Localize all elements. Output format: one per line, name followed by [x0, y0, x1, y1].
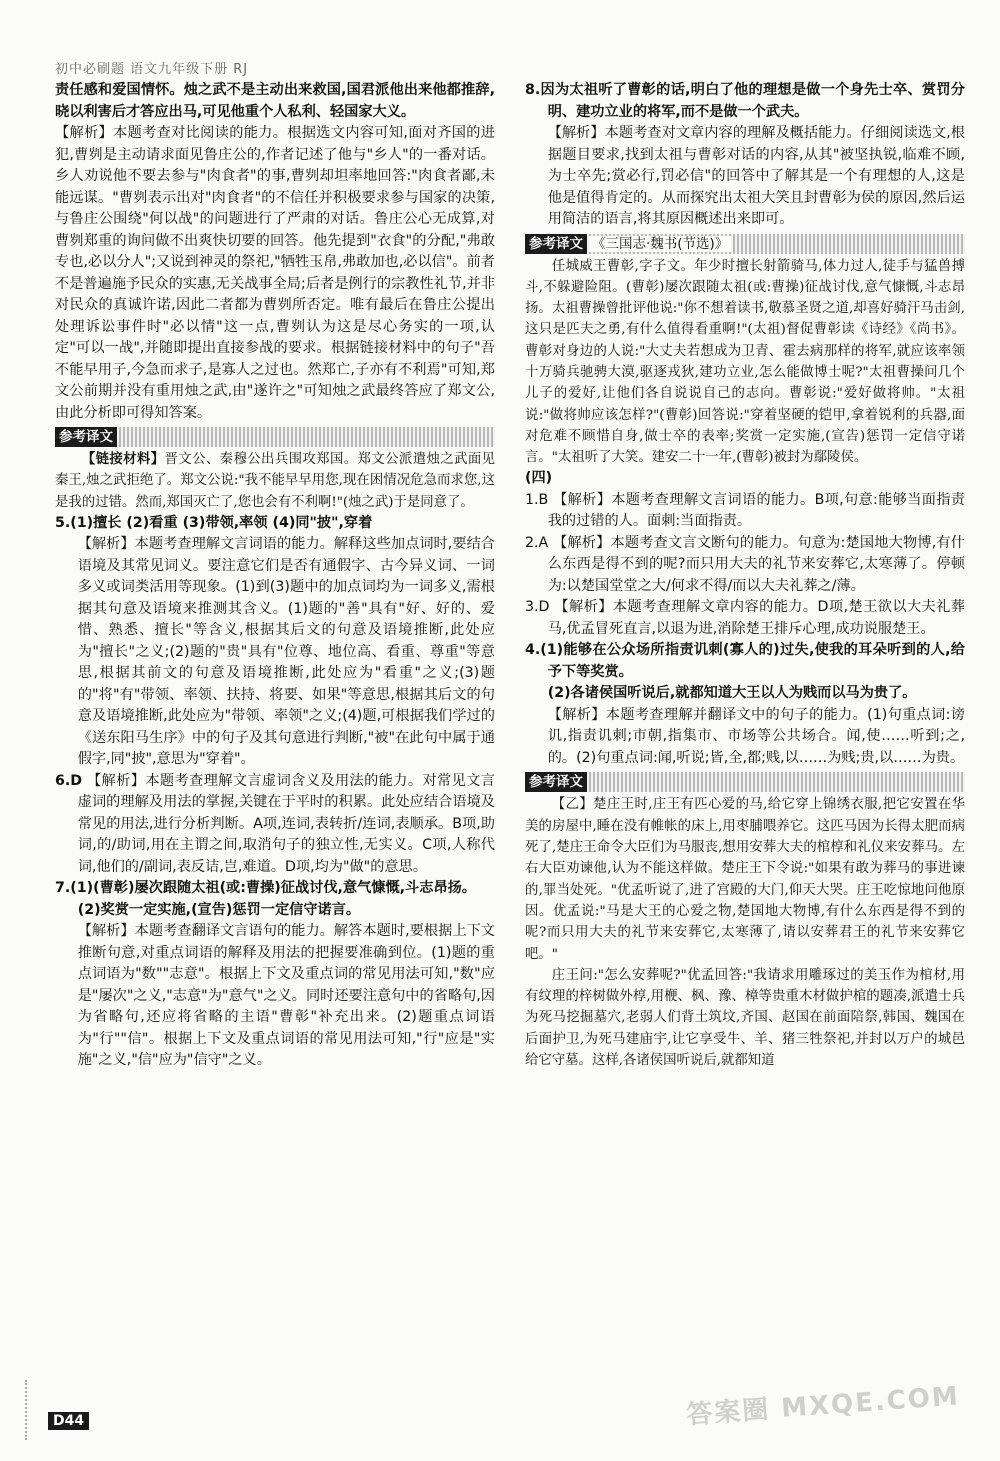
question-4-answer: 4.(1)能够在公众场所指责讥刺(寡人的)过失,使我的耳朵听到的人,给予下等奖赏。 [525, 642, 965, 680]
question-6-answer: 6.D 【解析】本题考查理解文言虚词含义及用法的能力。对常见文言虚词的理解及用法的掌握,关键在于平时的积累。此处应结合语境及常见的用法,进行分析判断。A项,连词,表转折/连词,表顺承。B项,助词,的/助词,用在主谓之间,取消句子的独立性,无实义。C项,人称代词,他们的/副词,表反诘,岂,难道。D项,均为"做"的意思。 [55, 772, 495, 875]
question-2-answer: 2.A 【解析】本题考查文言文断句的能力。句意为:楚国地大物博,有什么东西是得不到的呢?而只用大夫的礼节来安葬它,太寒薄了。停顿为:以楚国堂堂之大/何求不得/而以大夫礼葬之/薄。 [525, 534, 965, 594]
right-column [525, 80, 965, 1071]
question-3-answer: 3.D 【解析】本题考查理解文章内容的能力。D项,楚王欲以大夫礼葬马,优孟冒死直言,以退为进,消除楚王排斥心理,成功说服楚王。 [525, 599, 965, 637]
reference-translation-continued: 庄王问:"怎么安葬呢?"优孟回答:"我请求用雕琢过的美玉作为棺材,用有纹理的梓树做外椁,用楩、枫、豫、樟等贵重木材做护棺的题凑,派遣士兵为死马挖掘墓穴,老弱人们背土筑坟,齐国、赵国在前面陪祭,韩国、魏国在后面护卫,为死马建庙宇,让它享受牛、羊、猪三牲祭祀,并封以万户的城邑给它守墓。这样,各诸侯国听说后,就都知道 [525, 967, 965, 1069]
reference-translation: 【链接材料】晋文公、秦穆公出兵围攻郑国。郑文公派遣烛之武面见秦王,烛之武拒绝了。郑文公说:"我不能早早用您,现在困情况危急而求您,这是我的过错。然而,郑国灭亡了,您也会有不利啊!"(烛之武)于是同意了。 [55, 451, 496, 510]
question-7-answer: 7.(1)(曹彰)屡次跟随太祖(或:曹操)征战讨伐,意气慷慨,斗志昂扬。 [55, 880, 476, 897]
reference-translation-header [525, 772, 965, 792]
page-header: 初中必刷题 语文九年级下册 RJ [55, 62, 249, 77]
answer-text: 责任感和爱国情怀。烛之武不是主动出来救国,国君派他出来他都推辞,晓以利害后才答应出马,可见他重个人私利、轻国家大义。 [55, 82, 495, 120]
question-8-answer: 8.因为太祖听了曹彰的话,明白了他的理想是做一个身先士卒、赏罚分明、建功立业的将军,而不是做一个武夫。 [525, 82, 965, 120]
analysis-text: 【解析】本题考查对比阅读的能力。根据选文内容可知,面对齐国的进犯,曹刿是主动请求面见鲁庄公的,作者记述了他与"乡人"的一番对话。乡人劝说他不要去参与"肉食者"的事,曹刿却坦率地回答:"肉食者鄙,未能远谋。"曹刿表示出对"肉食者"的不信任并积极要求参与国家的决策,与鲁庄公围绕"何以战"的问题进行了严肃的对话。鲁庄公心无成算,对曹刿郑重的询问做不出爽快切要的回答。他先提到"衣食"的分配,"弗敢专也,必以分人";又说到神灵的祭祀,"牺牲玉帛,弗敢加也,必以信"。前者不是普遍施予民众的实惠,无关战事全局;后者是例行的宗教性礼节,并非对民众的真诚许诺,因此二者都为曹刿所否定。唯有最后在鲁庄公提出处理诉讼事件时"必以情"这一点,曹刿认为这是尽心务实的一项,认定"可以一战",并随即提出直接参战的要求。根据链接材料中的句子"吾不能早用子,今急而求子,是寡人之过也。然郑亡,子亦有不利焉"可知,郑文公前期并没有重用烛之武,由"遂许之"可知烛之武最终答应了郑文公,由此分析即可得知答案。 [55, 125, 495, 421]
question-5-answer: 5.(1)擅长 (2)看重 (3)带领,率领 (4)同"披",穿着 [55, 514, 373, 531]
question-5-analysis: 【解析】本题考查理解文言词语的能力。解释这些加点词时,要结合语境及其常见词义。要注意它们是否有通假字、古今异义词、一词多义或词类活用等现象。(1)到(3)题中的加点词均为一词多义,需根据其句意及语境来推测其含义。(1)题的"善"具有"好、好的、爱惜、熟悉、擅长"等含义,根据其后文的句意及语境推断,此处应为"擅长"之义;(2)题的"贵"具有"位尊、地位高、看重、尊重"等意思,根据其前文的句意及语境推断,此处应为"看重"之义;(3)题的"将"有"带领、率领、扶持、将要、如果"等意思,根据其后文的句意及语境推断,此处应为"带领、率领"之义;(4)题,可根据我们学过的《送东阳马生序》中的句子及其句意进行判断,"被"在此句中属于通假字,同"披",意思为"穿着"。 [77, 536, 495, 768]
margin-dots [25, 1380, 47, 1440]
question-8-analysis: 【解析】本题考查对文章内容的理解及概括能力。仔细阅读选文,根据题目要求,找到太祖与曹彰对话的内容,从其"被坚执锐,临难不顾,为士卒先;赏必行,罚必信"的回答中了解其是一个有理想的人,这是他是值得肯定的。从而探究出太祖大笑且封曹彰为侯的原因,然后运用简洁的语言,将其原因概述出来即可。 [547, 125, 965, 227]
question-4-answer-2: (2)各诸侯国听说后,就都知道大王以人为贱而以马为贵了。 [547, 685, 917, 702]
reference-translation: 【乙】楚庄王时,庄王有匹心爱的马,给它穿上锦绣衣服,把它安置在华美的房屋中,睡在没有帷帐的床上,用枣脯喂养它。这匹马因为长得太肥而病死了,楚庄王命令大臣们为马服丧,想用安葬大夫的棺椁和礼仪来安葬马。左右大臣劝谏他,认为不能这样做。楚庄王下令说:"如果有敢为葬马的事进谏的,罪当处死。"优孟听说了,进了宫殿的大门,仰天大哭。庄王吃惊地问他原因。优孟说:"马是大王的心爱之物,楚国地大物博,有什么东西是得不到的呢?而只用大夫的礼节来安葬它,太寒薄了,请以安葬君王的礼节来安葬它吧。" [525, 797, 965, 962]
question-7-answer-2: (2)奖赏一定实施,(宣告)惩罚一定信守诺言。 [77, 901, 361, 918]
reference-tag: 参考译文 [55, 427, 117, 447]
page-number: D44 [48, 1412, 89, 1430]
section-heading: (四) [525, 470, 553, 487]
watermark: 答案圈 MXQE.COM [685, 1381, 961, 1431]
reference-translation-header [55, 427, 495, 447]
reference-translation: 任城威王曹彰,字子文。年少时擅长射箭骑马,体力过人,徒手与猛兽搏斗,不躲避险阻。(曹彰)屡次跟随太祖(或:曹操)征战讨伐,意气慷慨,斗志昂扬。太祖曹操曾批评他说:"你不想着读书,敬慕圣贤之道,却喜好骑汗马击剑,这只是匹夫之勇,有什么值得看重啊!"(太祖)督促曹彰读《诗经》《尚书》。曹彰对身边的人说:"大丈夫若想成为卫青、霍去病那样的将军,就应该率领十万骑兵驰骋大漠,驱逐戎狄,建功立业,怎么能做博士呢?"太祖曹操问几个儿子的爱好,让他们各自说说自己的志向。曹彰说:"爱好做将帅。"太祖说:"做将帅应该怎样?"(曹彰)回答说:"穿着坚硬的铠甲,拿着锐利的兵器,面对危难不顾惜自身,做士卒的表率;奖赏一定实施,(宣告)惩罚一定信守诺言。"太祖听了大笑。建安二十一年,(曹彰)被封为鄢陵侯。 [525, 258, 965, 466]
question-1-answer: 1.B 【解析】本题考查理解文言词语的能力。B项,句意:能够当面指责我的过错的人。面刺:当面指责。 [525, 491, 965, 530]
source-title: 《三国志·魏书(节选)》 [589, 236, 731, 252]
reference-tag: 参考译文 [525, 234, 587, 254]
question-4-analysis: 【解析】本题考查理解并翻译文中的句子的能力。(1)句重点词:谤讥,指责讥刺;市朝,指集市、市场等公共场合。闻,使……听到;之,的。(2)句重点词:闻,听说;皆,全,都;贱,以……为贱;贵,以……为贵。 [547, 706, 965, 766]
question-7-analysis: 【解析】本题考查翻译文言语句的能力。解答本题时,要根据上下文推断句意,对重点词语的解释及用法的把握要准确到位。(1)题的重点词语为"数""志意"。根据上下文及重点词的常见用法可知,"数"应是"屡次"之义,"志意"为"意气"之义。同时还要注意句中的省略句,因为省略句,还应将省略的主语"曹彰"补充出来。(2)题重点词语为"行""信"。根据上下文及重点词语的常见用法可知,"行"应是"实施"之义,"信"应为"信守"之义。 [77, 923, 495, 1069]
link-material-tag: 【链接材料】 [81, 451, 165, 467]
reference-tag: 参考译文 [525, 772, 587, 792]
left-column [55, 80, 495, 1072]
reference-translation-header [525, 234, 965, 254]
